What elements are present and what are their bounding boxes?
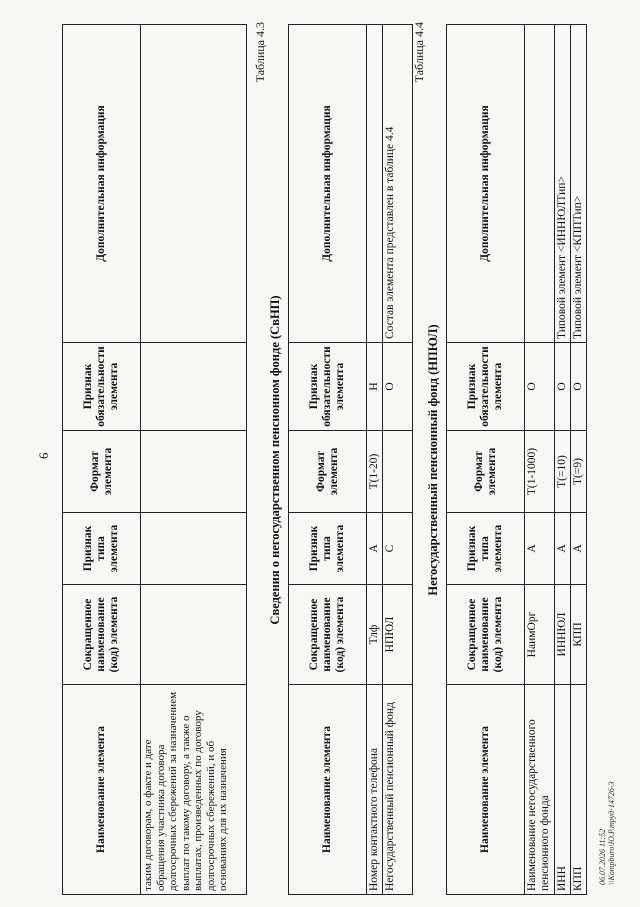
table-cell: О [571, 343, 587, 431]
table-cell: T(1-1000) [525, 431, 555, 513]
col-header-type: Признак типа элемента [63, 513, 141, 585]
footer-stamp [598, 781, 616, 885]
table-cell: таким договорам, о факте и дате обращения участника договора долгосрочных сбережений за назначением выплат по такому договору, а также о выплатах, произведенных по договору долгосрочных сбережений, и об основаниях для их назначения [141, 685, 247, 895]
table-cell: НаимОрг [525, 585, 555, 685]
table-cell [383, 431, 413, 513]
table-cell [141, 585, 247, 685]
table-cell: T(=9) [571, 431, 587, 513]
table-cell: Наименование негосударственного пенсионного фонда [525, 685, 555, 895]
table-title-4-3: Сведения о негосударственном пенсионном фонде (СвНП) [268, 295, 282, 625]
stamp-date: 06.07.2026 11:52 [598, 828, 607, 885]
table-row [571, 25, 587, 895]
col-header-mandatory: Признак обязательности элемента [289, 343, 367, 431]
table-row [525, 25, 555, 895]
table-cell: T(1-20) [367, 431, 383, 513]
col-header-type: Признак типа элемента [289, 513, 367, 585]
col-header-extra: Дополнительная информация [289, 25, 367, 343]
table-cell: T(=10) [555, 431, 571, 513]
col-header-format: Формат элемента [63, 431, 141, 513]
table-4-3 [288, 24, 413, 895]
table-cell: Н [367, 343, 383, 431]
col-header-name: Наименование элемента [289, 685, 367, 895]
col-header-code: Сокращенное наименование (код) элемента [289, 585, 367, 685]
table-row [383, 25, 413, 895]
col-header-code: Сокращенное наименование (код) элемента [63, 585, 141, 685]
table-cell: ИННЮЛ [555, 585, 571, 685]
col-header-name: Наименование элемента [447, 685, 525, 895]
col-header-format: Формат элемента [289, 431, 367, 513]
col-header-extra: Дополнительная информация [447, 25, 525, 343]
top-table [62, 24, 247, 895]
table-cell [525, 25, 555, 343]
table-cell: КПП [571, 685, 587, 895]
table-title-4-4: Негосударственный пенсионный фонд (НПЮЛ) [426, 324, 440, 596]
table-4-4 [446, 24, 587, 895]
table-cell [141, 25, 247, 343]
table-cell: Номер контактного телефона [367, 685, 383, 895]
col-header-code: Сокращенное наименование (код) элемента [447, 585, 525, 685]
table-cell: О [383, 343, 413, 431]
col-header-type: Признак типа элемента [447, 513, 525, 585]
table-cell: А [367, 513, 383, 585]
table-cell: Состав элемента представлен в таблице 4.4 [383, 25, 413, 343]
table-cell: С [383, 513, 413, 585]
col-header-mandatory: Признак обязательности элемента [63, 343, 141, 431]
table-caption-4-3: Таблица 4.3 [253, 22, 267, 83]
table-cell: О [525, 343, 555, 431]
table-cell [141, 513, 247, 585]
table-cell: НПЮЛ [383, 585, 413, 685]
col-header-mandatory: Признак обязательности элемента [447, 343, 525, 431]
table-cell: Негосударственный пенсионный фонд [383, 685, 413, 895]
table-cell: ИНН [555, 685, 571, 895]
col-header-name: Наименование элемента [63, 685, 141, 895]
table-cell [141, 343, 247, 431]
table-cell: О [555, 343, 571, 431]
table-cell [367, 25, 383, 343]
table-cell: Тлф [367, 585, 383, 685]
col-header-format: Формат элемента [447, 431, 525, 513]
table-caption-4-4: Таблица 4.4 [412, 22, 426, 83]
stamp-path: \\Kompburo\Ю.Р.труд-14726-3 [607, 781, 616, 885]
col-header-extra: Дополнительная информация [63, 25, 141, 343]
page-number: 6 [36, 452, 51, 459]
table-cell: А [555, 513, 571, 585]
table-cell: КПП [571, 585, 587, 685]
table-cell: Типовой элемент <КППТип> [571, 25, 587, 343]
table-row [367, 25, 383, 895]
table-cell [141, 431, 247, 513]
table-cell: А [525, 513, 555, 585]
table-row [555, 25, 571, 895]
table-cell: Типовой элемент <ИННЮЛТип> [555, 25, 571, 343]
table-cell: А [571, 513, 587, 585]
